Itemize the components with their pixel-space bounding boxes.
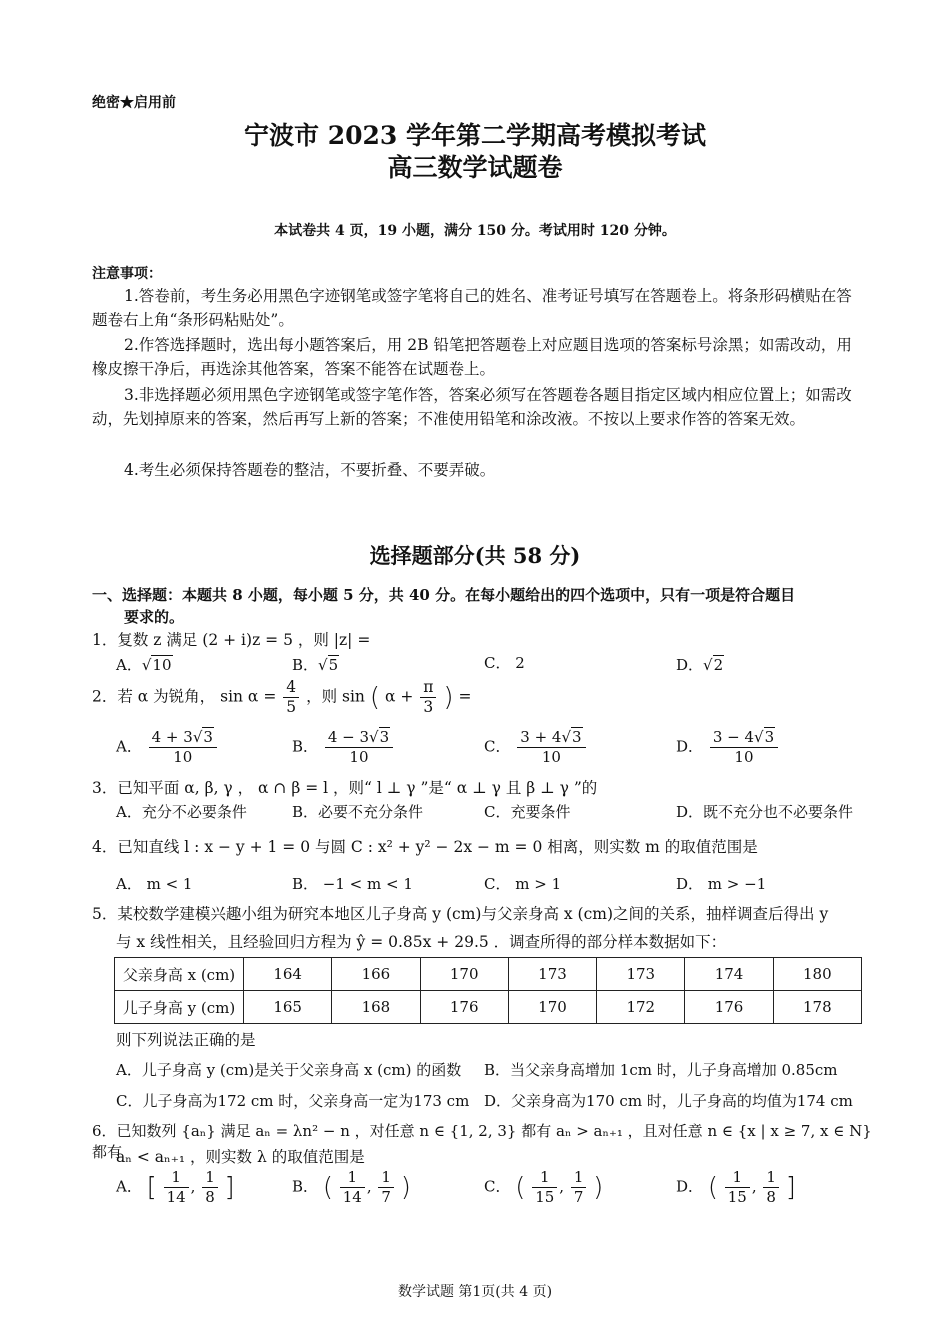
q6-b-frac2 — [378, 1168, 394, 1207]
part1-line2: 要求的。 — [124, 608, 185, 626]
q1-option-a: A．√10 — [116, 656, 172, 674]
q6-b-frac1 — [340, 1168, 365, 1207]
note-4: 4.考生必须保持答题卷的整洁，不要折叠、不要弄破。 — [124, 461, 496, 479]
q3-option-b: B．必要不充分条件 — [292, 803, 424, 821]
question-6-stem-line2: aₙ < aₙ₊₁ ，则实数 λ 的取值范围是 — [116, 1148, 365, 1166]
note-1: 1.答卷前，考生务必用黑色字迹钢笔或签字笔将自己的姓名、准考证号填写在答题卷上。将条形码横贴在答题卷右上角“条形码粘贴处”。 — [92, 287, 852, 329]
exam-subtitle: 高三数学试题卷 — [387, 153, 563, 182]
q6-a-n1: 1 — [164, 1168, 189, 1188]
table-cell: 164 — [244, 958, 332, 991]
q2-c-den: 10 — [541, 748, 561, 766]
table-row — [115, 991, 862, 1024]
q6-b-right-bracket: ) — [400, 1172, 411, 1203]
q1-option-c: C． 2 — [484, 654, 525, 672]
q1-option-d: D．√2 — [676, 656, 724, 674]
q2-left-paren: ( — [369, 682, 380, 713]
q6-c-label: C． — [484, 1177, 511, 1196]
q6-a-d1: 14 — [166, 1188, 186, 1206]
q6-d-d1: 15 — [727, 1188, 747, 1206]
question-2-stem — [92, 678, 872, 717]
q2-option-b — [292, 728, 395, 767]
q3-option-c: C．充要条件 — [484, 803, 571, 821]
notes-heading: 注意事项： — [92, 266, 162, 282]
son-height-header: 儿子身高 y (cm) — [115, 991, 244, 1024]
q6-option-c: C． ( $\frac{1}{15}$ , $\frac{1}{7}$ ) — [484, 1168, 604, 1206]
question-5-prompt: 则下列说法正确的是 — [116, 1031, 256, 1049]
q1-option-b: B．√5 — [292, 656, 339, 674]
table-cell: 170 — [420, 958, 508, 991]
table-cell: 176 — [420, 991, 508, 1024]
q2-d-num: 3 − 4 — [712, 728, 755, 746]
q2-c-num: 3 + 4 — [520, 728, 562, 746]
q1-d-label: D． — [676, 656, 704, 674]
q6-b-n2: 1 — [378, 1168, 394, 1188]
page-footer: 数学试题 第1页(共 4 页) — [397, 1284, 553, 1300]
q2-c-label: C． — [484, 737, 511, 756]
q1-d-value: 2 — [713, 656, 724, 674]
question-6-stem-line1: 6．已知数列 {aₙ} 满足 aₙ = λn² − n ，对任意 n ∈ {1, 2, 3} 都有 aₙ > aₙ₊₁ ，且对任意 n ∈ {x | x ≥ 7, x ∈ N} 都有 — [92, 1122, 872, 1161]
q6-a-right-bracket: ] — [224, 1172, 235, 1203]
q2-frac-num: 4 — [283, 678, 299, 698]
table-cell: 176 — [685, 991, 773, 1024]
q6-b-d1: 14 — [342, 1188, 362, 1206]
question-5-stem-line1: 5．某校数学建模兴趣小组为研究本地区儿子身高 y (cm)与父亲身高 x (cm)之间的关系，抽样调查后得出 y — [92, 905, 829, 923]
part1-instructions — [92, 584, 862, 628]
q2-d-rad: 3 — [764, 728, 775, 746]
q2-b-rad: 3 — [379, 728, 390, 746]
q6-b-left-bracket: ( — [322, 1172, 333, 1203]
question-1-stem: 1．复数 z 满足 (2 + i)z = 5 ，则 |z| = — [92, 631, 371, 649]
q6-c-frac1 — [532, 1168, 557, 1207]
q2-paren-inner: α + — [384, 687, 414, 706]
q6-d-label: D． — [676, 1177, 704, 1196]
q6-c-right-bracket: ) — [593, 1172, 604, 1203]
q6-b-label: B． — [292, 1177, 319, 1196]
q5-option-c: C．儿子身高为172 cm 时，父亲身高一定为173 cm — [116, 1092, 470, 1110]
q1-b-value: 5 — [328, 656, 339, 674]
q6-a-label: A． — [116, 1177, 142, 1196]
q4-option-b: B． −1 < m < 1 — [292, 875, 413, 893]
q6-d-right-bracket: ] — [785, 1172, 796, 1203]
q4-option-c: C． m > 1 — [484, 875, 562, 893]
table-cell: 170 — [508, 991, 596, 1024]
q1-b-label: B． — [292, 656, 319, 674]
table-cell: 173 — [597, 958, 685, 991]
q2-a-fraction: $\frac{4 + 3√3}{10}$ — [149, 728, 217, 767]
q6-d-d2: 8 — [766, 1188, 776, 1206]
q2-option-c — [484, 728, 588, 767]
q2-frac-den: 5 — [286, 698, 297, 716]
q4-option-d: D． m > −1 — [676, 875, 767, 893]
q6-c-d1: 15 — [535, 1188, 555, 1206]
question-3-stem: 3．已知平面 α, β, γ ， α ∩ β = l ，则“ l ⊥ γ ”是“ α ⊥ γ 且 β ⊥ γ ”的 — [92, 779, 598, 797]
table-cell: 172 — [597, 991, 685, 1024]
q6-d-frac1 — [725, 1168, 750, 1207]
q2-pi-fraction — [420, 678, 436, 717]
q2-a-rad: 3 — [203, 728, 213, 746]
q6-a-frac1 — [164, 1168, 189, 1207]
question-4-stem: 4．已知直线 l : x − y + 1 = 0 与圆 C : x² + y² − 2x − m = 0 相离，则实数 m 的取值范围是 — [92, 838, 758, 856]
q3-option-a: A．充分不必要条件 — [116, 803, 247, 821]
q6-option-b: B． ( $\frac{1}{14}$ , $\frac{1}{7}$ ) — [292, 1168, 411, 1206]
q6-c-n2: 1 — [571, 1168, 587, 1188]
q2-stem-mid: ，则 sin — [306, 687, 365, 706]
q2-b-num: 4 − 3 — [327, 728, 370, 746]
note-2: 2.作答选择题时，选出每小题答案后，用 2B 铅笔把答题卷上对应题目选项的答案标号涂黑；如需改动，用橡皮擦干净后，再选涂其他答案，答案不能答在试题卷上。 — [92, 336, 852, 378]
q2-d-label: D． — [676, 737, 704, 756]
table-cell: 168 — [332, 991, 420, 1024]
q6-b-n1: 1 — [340, 1168, 365, 1188]
q6-d-left-bracket: ( — [707, 1172, 718, 1203]
exam-summary: 本试卷共 4 页，19 小题，满分 150 分。考试用时 120 分钟。 — [274, 223, 676, 239]
table-row — [115, 958, 862, 991]
section-title: 选择题部分(共 58 分) — [369, 543, 581, 568]
q5-option-d: D．父亲身高为170 cm 时，儿子身高的均值为174 cm — [484, 1092, 853, 1110]
q2-b-den: 10 — [349, 748, 369, 766]
q6-c-d2: 7 — [573, 1188, 584, 1206]
q2-option-a — [116, 728, 219, 767]
q6-option-d: D． ( $\frac{1}{15}$ , $\frac{1}{8}$ ] — [676, 1168, 796, 1206]
part1-line1: 一、选择题：本题共 8 小题，每小题 5 分，共 40 分。在每小题给出的四个选项中，只有一项是符合题目 — [92, 586, 796, 604]
q2-c-rad: 3 — [572, 728, 582, 746]
q1-a-label: A． — [116, 656, 142, 674]
confidential-label: 绝密★启用前 — [92, 95, 176, 111]
q6-c-frac2 — [571, 1168, 587, 1207]
q6-c-n1: 1 — [532, 1168, 557, 1188]
note-3: 3.非选择题必须用黑色字迹钢笔或签字笔作答，答案必须写在答题卷各题目指定区域内相应位置上；如需改动，先划掉原来的答案，然后再写上新的答案；不准使用铅笔和涂改液。不按以上要求作答的答案无效。 — [92, 386, 852, 428]
q4-option-a: A． m < 1 — [116, 875, 193, 893]
q6-c-left-bracket: ( — [515, 1172, 526, 1203]
q2-d-den: 10 — [734, 748, 754, 766]
q6-a-left-bracket: [ — [146, 1172, 157, 1203]
q2-right-paren: ) — [443, 682, 454, 713]
q2-a-label: A． — [116, 737, 142, 756]
table-cell: 174 — [685, 958, 773, 991]
q2-d-fraction: $\frac{3 - 4√3}{10}$ — [710, 728, 778, 767]
q2-pi-num: π — [420, 678, 436, 698]
sample-data-table — [114, 957, 862, 1024]
table-cell: 165 — [244, 991, 332, 1024]
table-cell: 166 — [332, 958, 420, 991]
q2-stem-end: = — [458, 687, 472, 706]
exam-title: 宁波市 2023 学年第二学期高考模拟考试 — [244, 121, 706, 150]
q6-b-d2: 7 — [381, 1188, 391, 1206]
q2-a-num: 4 + 3 — [151, 728, 193, 746]
q2-b-fraction: $\frac{4 - 3√3}{10}$ — [325, 728, 393, 767]
q6-option-a: A． [ $\frac{1}{14}$ , $\frac{1}{8}$ ] — [116, 1168, 235, 1206]
q3-option-d: D．既不充分也不必要条件 — [676, 803, 854, 821]
q1-a-value: 10 — [152, 656, 172, 674]
table-cell: 180 — [773, 958, 861, 991]
q6-d-n2: 1 — [763, 1168, 779, 1188]
q6-a-n2: 1 — [202, 1168, 218, 1188]
q2-stem-pre: 2．若 α 为锐角， sin α = — [92, 687, 277, 706]
q6-d-frac2 — [763, 1168, 779, 1207]
q6-d-n1: 1 — [725, 1168, 750, 1188]
question-5-stem-line2: 与 x 线性相关，且经验回归方程为 ŷ = 0.85x + 29.5 ．调查所得的部分样本数据如下： — [116, 933, 727, 951]
q2-a-den: 10 — [173, 748, 193, 766]
q2-option-d — [676, 728, 780, 767]
table-cell: 178 — [773, 991, 861, 1024]
q2-b-label: B． — [292, 737, 319, 756]
q5-option-b: B．当父亲身高增加 1cm 时，儿子身高增加 0.85cm — [484, 1061, 838, 1079]
father-height-header: 父亲身高 x (cm) — [115, 958, 244, 991]
q2-pi-den: 3 — [423, 698, 434, 716]
q5-option-a: A．儿子身高 y (cm)是关于父亲身高 x (cm) 的函数 — [116, 1061, 462, 1079]
q6-a-frac2 — [202, 1168, 218, 1207]
table-cell: 173 — [508, 958, 596, 991]
q6-a-d2: 8 — [205, 1188, 215, 1206]
q2-sin-fraction — [283, 678, 299, 717]
q2-c-fraction: $\frac{3 + 4√3}{10}$ — [517, 728, 585, 767]
